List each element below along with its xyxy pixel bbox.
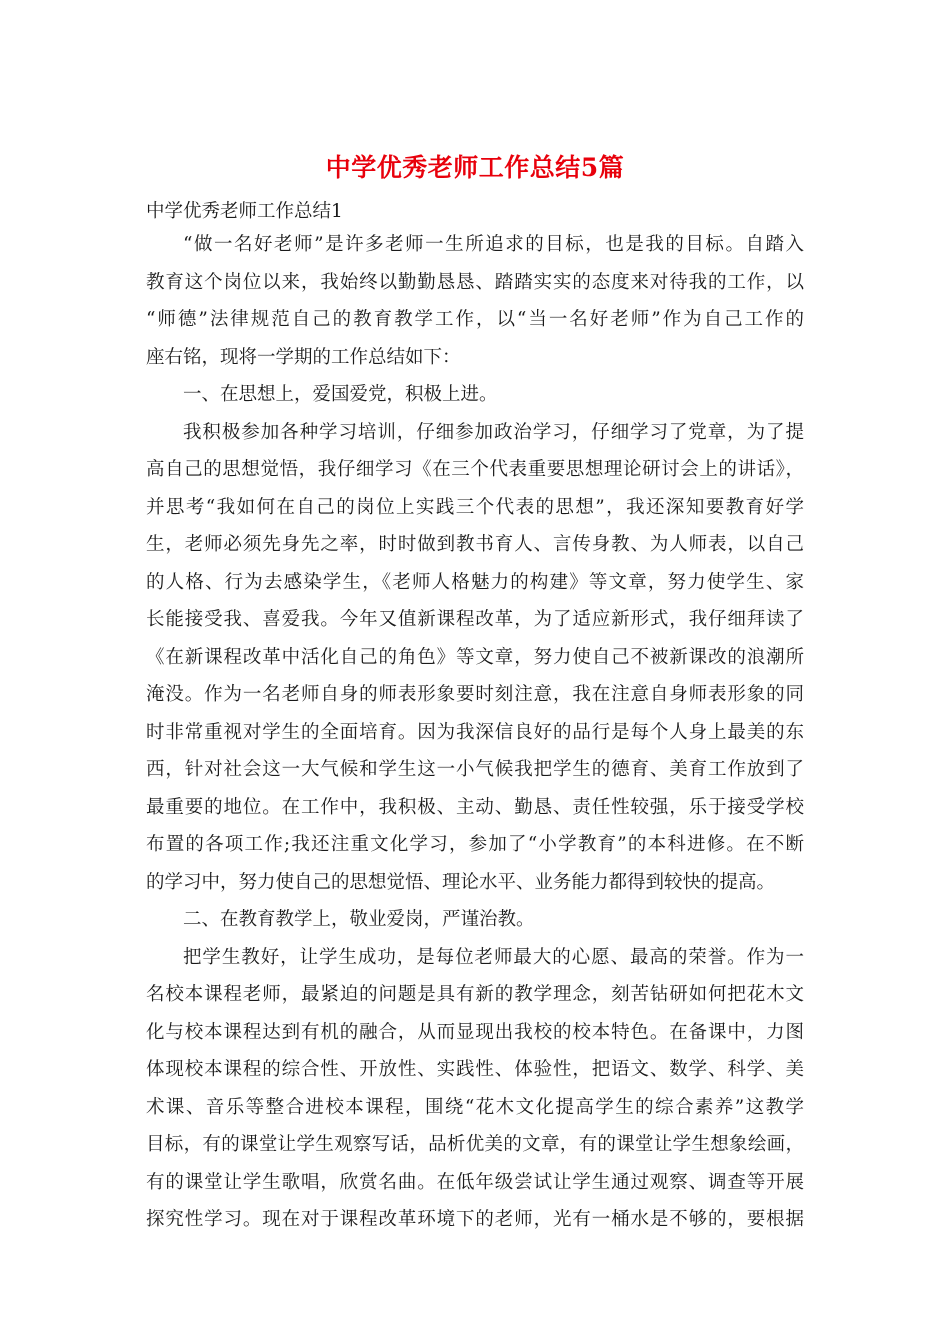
text-line: 我积极参加各种学习培训，仔细参加政治学习，仔细学习了党章，为了提 (183, 421, 804, 443)
text-line: “师德”法律规范自己的教育教学工作，以“当一名好老师”作为自己工作的 (146, 309, 804, 330)
text-line: 名校本课程老师，最紧迫的问题是具有新的教学理念，刻苦钻研如何把花木文 (146, 984, 804, 1005)
document-title: 中学优秀老师工作总结5篇 (325, 153, 625, 182)
text-line: 术课、音乐等整合进校本课程，围绕“花木文化提高学生的综合素养”这教学 (146, 1096, 804, 1118)
text-line: 目标，有的课堂让学生观察写话，品析优美的文章，有的课堂让学生想象绘画， (146, 1134, 804, 1155)
text-line: 最重要的地位。在工作中，我积极、主动、勤恳、责任性较强，乐于接受学校 (146, 796, 804, 818)
text-line: 有的课堂让学生歌唱，欣赏名曲。在低年级尝试让学生通过观察、调查等开展 (146, 1171, 804, 1193)
text-line: 化与校本课程达到有机的融合，从而显现出我校的校本特色。在备课中，力图 (146, 1021, 804, 1043)
text-line: 生，老师必须先身先之率，时时做到教书育人、言传身教、为人师表，以自己 (146, 534, 804, 555)
text-line: 并思考“我如何在自己的岗位上实践三个代表的思想”，我还深知要教育好学 (146, 496, 804, 518)
text-line: 长能接受我、喜爱我。今年又值新课程改革，为了适应新形式，我仔细拜读了 (146, 609, 804, 630)
text-line: 探究性学习。现在对于课程改革环境下的老师，光有一桶水是不够的，要根据 (146, 1209, 804, 1230)
section-heading: 中学优秀老师工作总结1 (146, 201, 343, 222)
text-line: 二、在教育教学上，敬业爱岗，严谨治教。 (183, 909, 535, 930)
text-line: 《在新课程改革中活化自己的角色》等文章，努力使自己不被新课改的浪潮所 (146, 646, 804, 668)
text-line: 教育这个岗位以来，我始终以勤勤恳恳、踏踏实实的态度来对待我的工作，以 (146, 271, 804, 293)
text-line: 座右铭，现将一学期的工作总结如下： (146, 346, 461, 368)
text-line: 体现校本课程的综合性、开放性、实践性、体验性，把语文、数学、科学、美 (146, 1059, 804, 1080)
text-line: 的人格、行为去感染学生，《老师人格魅力的构建》等文章，努力使学生、家 (146, 571, 804, 593)
body-text (146, 232, 804, 1245)
text-line: 一、在思想上，爱国爱党，积极上进。 (183, 384, 498, 405)
text-line: “做一名好老师”是许多老师一生所追求的目标，也是我的目标。自踏入 (183, 234, 804, 255)
text-line: 淹没。作为一名老师自身的师表形象要时刻注意，我在注意自身师表形象的同 (146, 684, 804, 705)
text-line: 高自己的思想觉悟，我仔细学习《在三个代表重要思想理论研讨会上的讲话》， (146, 459, 804, 480)
text-line: 把学生教好，让学生成功，是每位老师最大的心愿、最高的荣誉。作为一 (183, 946, 804, 968)
text-line: 的学习中，努力使自己的思想觉悟、理论水平、业务能力都得到较快的提高。 (146, 871, 776, 893)
text-line: 布置的各项工作;我还注重文化学习，参加了“小学教育”的本科进修。在不断 (146, 834, 804, 855)
text-line: 西，针对社会这一大气候和学生这一小气候我把学生的德育、美育工作放到了 (146, 759, 804, 780)
text-line: 时非常重视对学生的全面培育。因为我深信良好的品行是每个人身上最美的东 (146, 721, 804, 743)
